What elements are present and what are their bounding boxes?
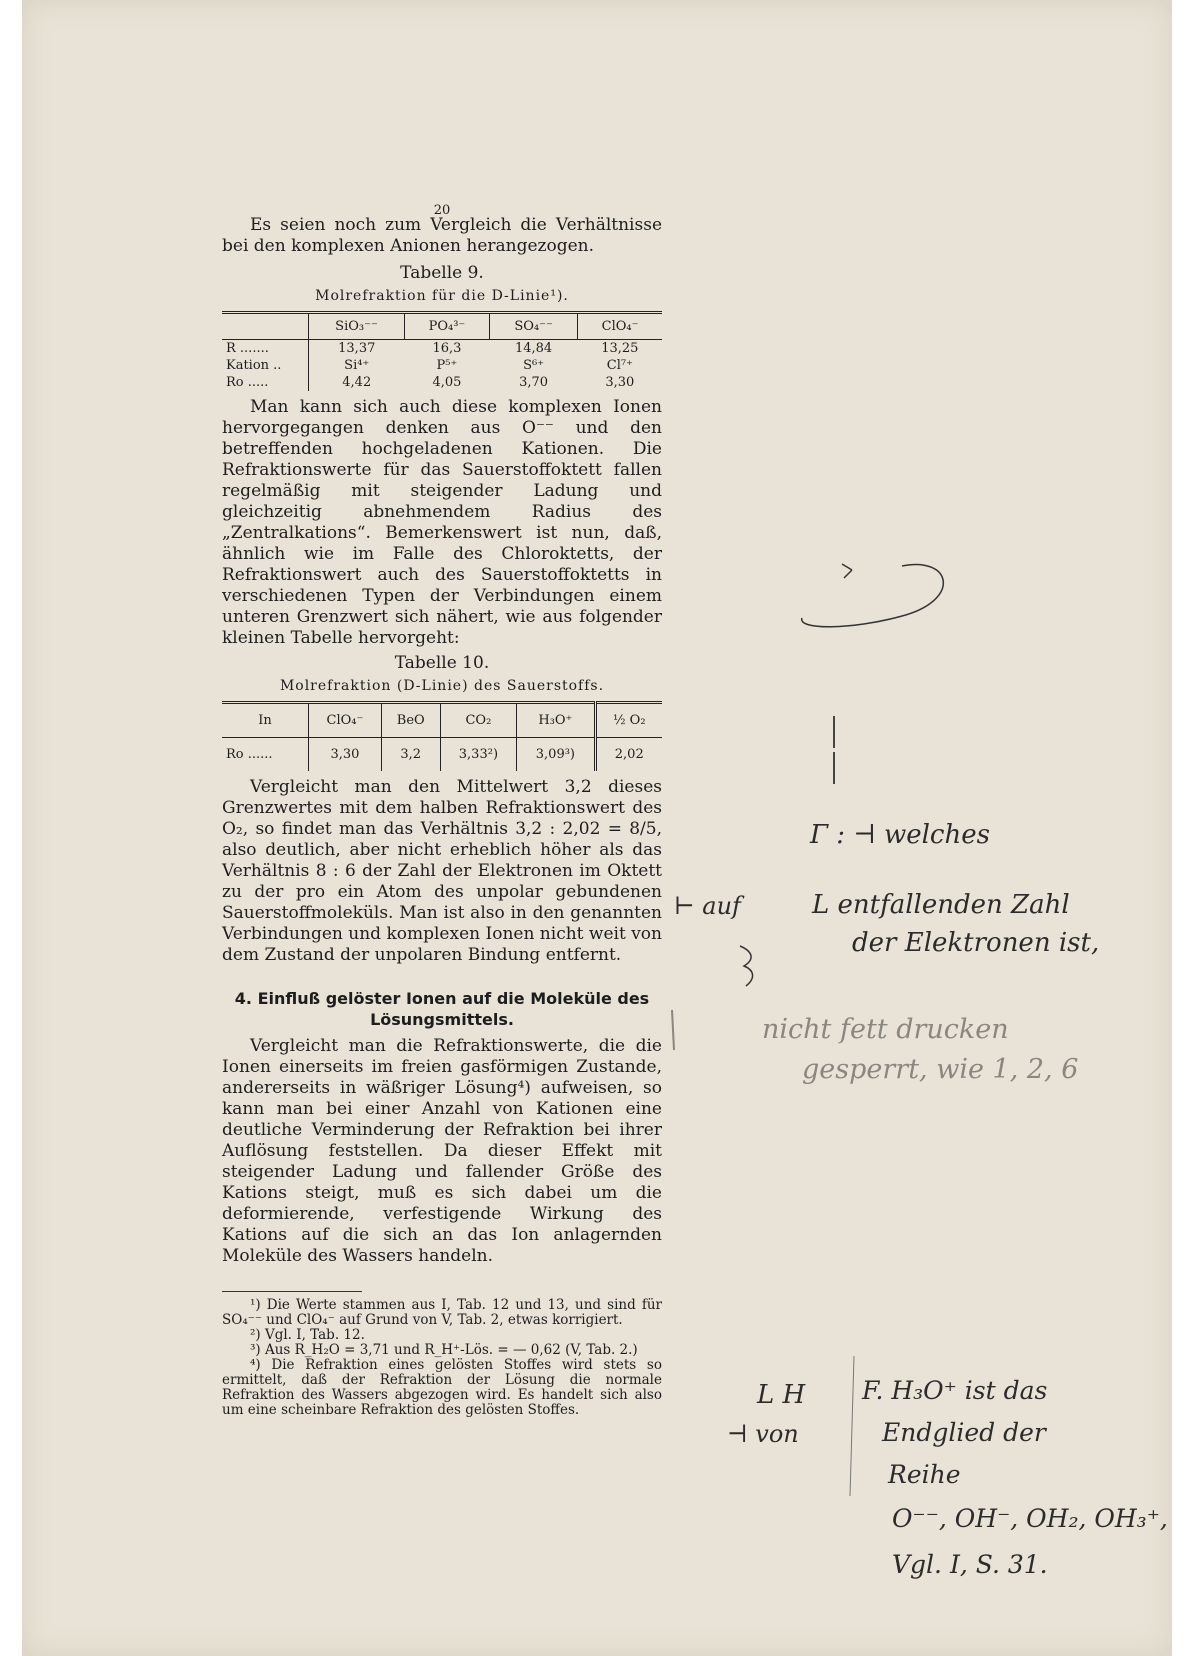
section-4-body: Vergleicht man die Refraktionswerte, die die Ionen einerseits im freien gasförmigen Zustande, andererseits in wäßriger Lösung⁴) aufweisen, so kann man bei einer Anzahl von Kationen eine deutliche Verminderung der Refraktion bei ihrer Auflösung feststellen. Da dieser Effekt mit steigender Ladung und fallender Größe des Kations steigt, muß es sich dabei um die deformierende, verfestigende Wirkung des Kations auf die sich an das Ion anlagernden Moleküle des Wassers handeln. [222,1036,662,1266]
table9-header: PO₄³⁻ [405,313,490,340]
intro-paragraph: Es seien noch zum Vergleich die Verhältnisse bei den komplexen Anionen herangezogen. [222,215,662,256]
table9-header: SO₄⁻⁻ [489,313,577,340]
table-cell: P⁵⁺ [436,358,458,373]
table-cell: 3,30 [309,738,382,772]
table-cell: 3,09³) [517,738,595,772]
footnote-2: ²) Vgl. I, Tab. 12. [250,1327,365,1343]
footnote-3: ³) Aus R_H₂O = 3,71 und R_H⁺-Lös. = — 0,62 (V, Tab. 2.) [250,1342,638,1358]
page-number: 20 [433,203,451,218]
table-cell: 3,33²) [440,738,517,772]
table10-header: ½ O₂ [612,713,646,728]
table-cell: 13,25 [601,341,639,356]
table-cell: 13,37 [338,341,376,356]
table10-header: In [222,703,309,738]
table10-header: ClO₄⁻ [309,703,382,738]
annotation-welches: Γ : ⊣ welches [810,820,990,850]
annotation-von: ⊣ von [727,1420,799,1448]
table-cell: 4,05 [432,375,462,390]
row-label: Ro ..... [222,374,309,391]
table9-caption: Molrefraktion für die D-Linie¹). [315,288,569,304]
table-cell: Cl⁷⁺ [606,358,633,373]
annotation-lh: L H [757,1380,806,1410]
table10-caption: Molrefraktion (D-Linie) des Sauerstoffs. [279,678,605,694]
table-cell: 16,3 [432,341,462,356]
table10-header: BeO [381,703,440,738]
section-4-heading: 4. Einfluß gelöster Ionen auf die Moleküle des Lösungsmittels. [234,989,650,1029]
table9-title: Tabelle 9. [400,263,484,283]
footnote-4: ⁴) Die Refraktion eines gelösten Stoffes wird stets so ermittelt, daß der Refraktion der Lösung die normale Refraktion des Wassers abgezogen wird. Es handelt sich also um eine scheinbare Refraktion des gelösten Stoffes. [222,1357,662,1418]
annotation-f-line-5: Vgl. I, S. 31. [892,1550,1048,1579]
annotation-pencil-1: nicht fett drucken [762,1014,1009,1045]
table-cell: 3,70 [519,375,549,390]
annotation-f-line-3: Reihe [888,1460,961,1489]
annotation-elektronen: der Elektronen ist, [852,928,1100,958]
annotation-f-line-4: O⁻⁻, OH⁻, OH₂, OH₃⁺, [892,1504,1168,1533]
table9-header: SiO₃⁻⁻ [309,313,405,340]
paragraph-3: Vergleicht man den Mittelwert 3,2 dieses Grenzwertes mit dem halben Refraktionswert des O₂, so findet man das Verhältnis 3,2 : 2,02 = 8/5, also deutlich, aber nicht erheblich höher als das Verhältnis 8 : 6 der Zahl der Elektronen im Oktett zu der pro ein Atom des unpolar gebundenen Sauerstoffmoleküls. Man ist also in den genannten Verbindungen und komplexen Ionen nicht weit von dem Zustand der unpolaren Bindung entfernt. [222,777,662,965]
table-cell: 3,30 [605,375,635,390]
table10-header: CO₂ [440,703,517,738]
annotation-f-line-2: Endglied der [882,1418,1046,1447]
table10-title: Tabelle 10. [394,653,490,673]
row-label: Ro ...... [222,738,309,772]
footnote-1: ¹) Die Werte stammen aus I, Tab. 12 und 13, und sind für SO₄⁻⁻ und ClO₄⁻ auf Grund von V, Tab. 2, etwas korrigiert. [222,1297,662,1328]
annotation-pencil-2: gesperrt, wie 1, 2, 6 [802,1054,1079,1085]
row-label: R ....... [222,340,309,358]
annotation-entfallenden: L entfallenden Zahl [812,890,1070,920]
table-cell: Si⁴⁺ [344,358,370,373]
table-cell: 3,2 [381,738,440,772]
row-label: Kation .. [222,357,309,374]
table-cell: S⁶⁺ [523,358,545,373]
table-cell: 2,02 [614,747,644,762]
paragraph-2: Man kann sich auch diese komplexen Ionen hervorgegangen denken aus O⁻⁻ und den betreffenden hochgeladenen Kationen. Die Refraktionswerte für das Sauerstoffoktett fallen regelmäßig mit steigender Ladung und gleichzeitig abnehmendem Radius des „Zentralkations“. Bemerkenswert ist nun, daß, ähnlich wie im Falle des Chloroktetts, der Refraktionswert auch des Sauerstoffoktetts in verschiedenen Typen der Verbindungen einem unteren Grenzwert sich nähert, wie aus folgender kleinen Tabelle hervorgeht: [222,397,662,648]
annotation-auf: ⊢ auf [674,892,741,920]
annotation-f-line-1: F. H₃O⁺ ist das [862,1376,1048,1405]
handwritten-marks [22,0,1172,1656]
document-page [22,0,1172,1656]
table-cell: 4,42 [342,375,372,390]
table9-header: ClO₄⁻ [601,319,639,334]
table10-header: H₃O⁺ [517,703,595,738]
table-cell: 14,84 [514,341,553,356]
